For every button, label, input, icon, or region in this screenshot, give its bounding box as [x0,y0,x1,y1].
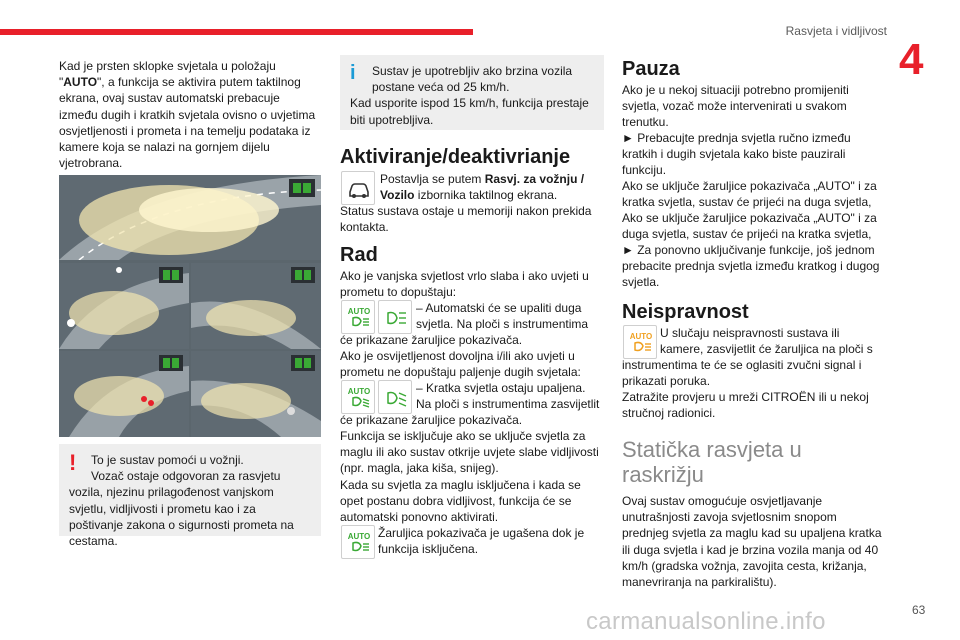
heading-neispravnost: Neispravnost [622,301,749,323]
rad-bullet-1-rest: će prikazane žaruljice pokazivača. [340,333,523,347]
high-beam-lamp-icon [378,300,412,334]
rad-paragraph-2: Ako je osvijetljenost dovoljna i/ili ako uvjeti u prometu ne dopuštaju paljenje dugih svjetala: [340,349,581,380]
rad-bullet-1-lines: – Automatski će se upaliti duga svjetla. Na ploči s instrumentima [416,301,589,332]
svg-text:AUTO: AUTO [629,332,653,341]
exclamation-warning-icon: ! [69,450,77,475]
svg-text:AUTO: AUTO [347,532,371,541]
staticka-paragraph: Ovaj sustav omogućuje osvjetljavanje unutrašnjosti zavoja svjetlosnim snopom prednjeg svjetla za maglu kad su upaljena kratka ili duga svjetla i kad je brzina vozila manja od 40 km/h (gradska vožnja, zavojita cesta, križanja, manevriranja na parkiralištu). [622,494,882,590]
auto-lamp-fault-icon [623,325,657,359]
figure-panel-curve [191,263,321,349]
rad-paragraph-4: Kada su svjetla za maglu isključena i kada se opet postanu dobra vidljivost, funkcija će se automatski ponovno aktivirati. [340,478,581,525]
pauza-bullet-1: ► Prebacujte prednja svjetla ručno između kratkih i dugih svjetala kako biste pauzirali funkciju. [622,131,851,178]
low-beam-lamp-icon [378,380,412,414]
pauza-bullet-2: ► Za ponovno uključivanje funkcije, još jednom prebacite prednja svjetla između kratkog i dugog svjetla. [622,243,880,290]
rad-bullet-2-lines: – Kratka svjetla ostaju upaljena. Na ploči s instrumentima zasvijetlit [416,381,600,412]
rad-off-text: Žaruljica pokazivača je ugašena dok je funkcija isključena. [378,526,585,557]
neispravnost-paragraph-2: Zatražite provjeru u mreži CITROËN ili u nekoj stručnoj radionici. [622,390,869,421]
auto-lamp-icon-2 [341,380,375,414]
svg-text:AUTO: AUTO [347,387,371,396]
pauza-paragraph-2: Ako se uključe žaruljice pokazivača „AUTO" i za kratka svjetla, sustav će prijeći na duga svjetla, [622,179,877,210]
intro-paragraph: Kad je prsten sklopke svjetala u položaju "AUTO", a funkcija se aktivira putem taktilnog ekrana, ovaj sustav automatski prebacuje između dugih i kratkih svjetala ovisno o uvjetima osvjetljenosti i prometa i na temelju podataka iz kamere koja se nalazi na gornjem dijelu vjetrobrana. [59,59,316,171]
activation-text-lines: Postavlja se putem Rasvj. za vožnju / Vozilo izbornika taktilnog ekrana. [380,172,585,203]
auto-lamp-icon [341,300,375,334]
pauza-paragraph-1: Ako je u nekoj situaciji potrebno promijeniti svjetla, vozač može intervenirati u svakom trenutku. [622,83,849,130]
neispravnost-rest: instrumentima te će se oglasiti zvučni signal i prikazati poruka. [622,358,862,389]
heading-staticka-line2: raskrižju [622,462,704,487]
high-beam-illustration [59,175,321,437]
rad-bullet-2-rest: će prikazane žaruljice pokazivača. [340,413,523,427]
page-number: 63 [912,603,926,617]
info-note: i Sustav je upotrebljiv ako brzina vozila postane veća od 25 km/h. Kad usporite ispod 15 km/h, funkcija prestaje biti upotrebljiva. [340,55,604,130]
svg-text:AUTO: AUTO [347,307,371,316]
warning-note: ! To je sustav pomoći u vožnji. Vozač ostaje odgovoran za rasvjetu vozila, njezinu prilagođenost vanjskom svjetlu, vidljivosti i prometu kao i za poštivanje zakona o sigurnosti prometa na cestama. [59,444,321,536]
rad-paragraph-1: Ako je vanjska svjetlost vrlo slaba i ako uvjeti u prometu to dopuštaju: [340,269,589,300]
heading-staticka-line1: Statička rasvjeta u [622,437,802,462]
section-title: Rasvjeta i vidljivost [785,24,887,38]
heading-activation: Aktiviranje/deaktivrianje [340,146,571,168]
info-icon: i [350,62,356,84]
neispravnost-lines: U slučaju neispravnosti sustava ili kamere, zasvijetlit će žaruljica na ploči s [660,326,873,357]
figure-panel-oncoming [59,263,189,349]
figure-panel-main [59,175,321,260]
chapter-number: 4 [899,35,924,84]
auto-lamp-off-icon [341,525,375,559]
activation-memory-text: Status sustava ostaje u memoriji nakon prekida kontakta. [340,204,592,235]
watermark: carmanualsonline.info [586,608,826,635]
heading-pauza: Pauza [622,58,680,80]
pauza-paragraph-3: Ako se uključe žaruljice pokazivača „AUTO" i za duga svjetla, sustav će prijeći na kratka svjetla, [622,211,877,242]
header-accent-bar [0,29,473,35]
heading-rad: Rad [340,244,378,266]
vehicle-menu-icon [341,171,375,205]
figure-panel-urban [191,351,321,437]
rad-paragraph-3: Funkcija se isključuje ako se uključe svjetla za maglu ili ako sustav otkrije uvjete slabe vidljivosti (npr. magla, jaka kiša, snijeg). [340,429,599,476]
figure-panel-following [59,351,189,437]
